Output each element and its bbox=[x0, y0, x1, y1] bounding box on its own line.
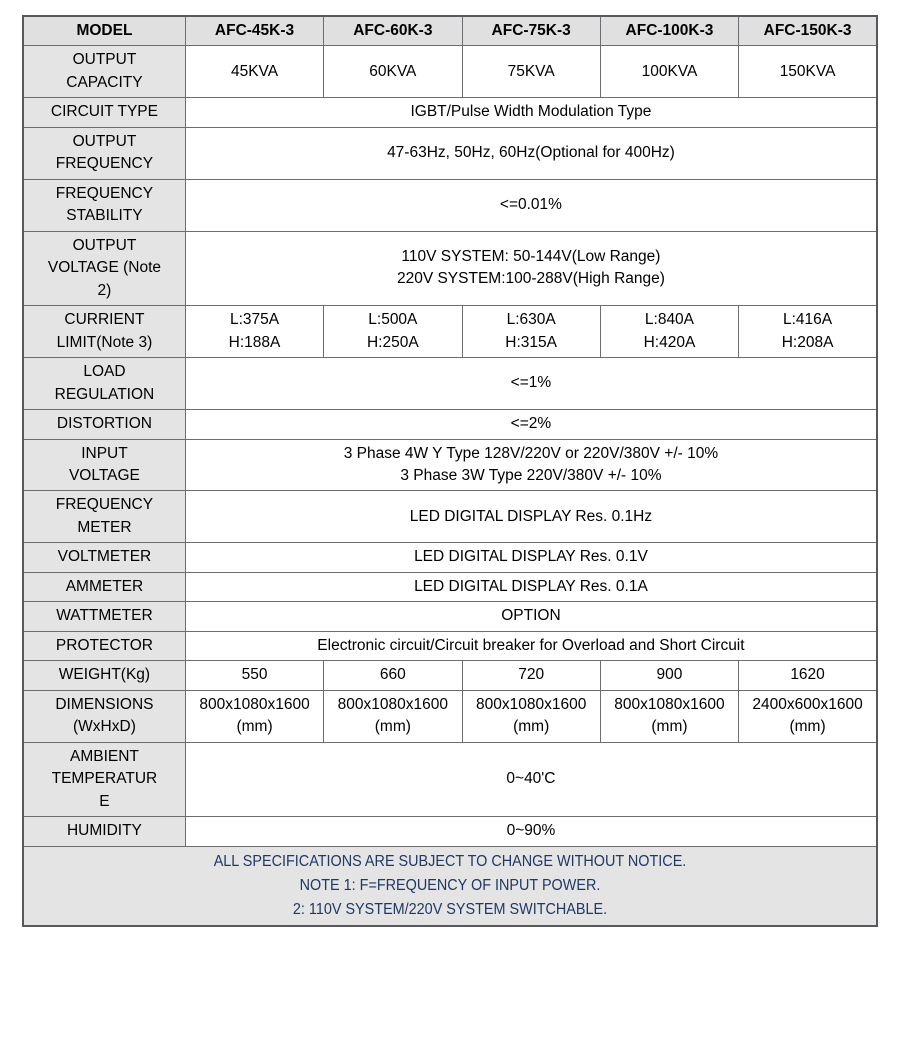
table-row-protector bbox=[23, 631, 877, 660]
label-line: FREQUENCY bbox=[55, 496, 154, 514]
cell-dimensions-5 bbox=[739, 690, 877, 742]
label-line: INPUT bbox=[81, 444, 128, 462]
cell-output-capacity-2: 60KVA bbox=[324, 46, 462, 98]
table-row-load-regulation bbox=[23, 358, 877, 410]
value-line: L:630A bbox=[506, 311, 556, 329]
value-line: 800x1080x1600 bbox=[337, 695, 448, 713]
label-line: E bbox=[99, 792, 110, 810]
cell-output-capacity-4: 100KVA bbox=[600, 46, 738, 98]
table-row-humidity bbox=[23, 817, 877, 846]
cell-distortion-value: <=2% bbox=[185, 410, 877, 439]
label-line: FREQUENCY bbox=[55, 155, 154, 173]
cell-current-limit-1 bbox=[185, 306, 323, 358]
header-cell-model-1: AFC-45K-3 bbox=[185, 16, 323, 46]
label-line: METER bbox=[77, 518, 132, 536]
value-line: H:188A bbox=[228, 333, 281, 351]
label-line: LOAD bbox=[83, 363, 126, 381]
note-line-2: 2: 110V SYSTEM/220V SYSTEM SWITCHABLE. bbox=[292, 901, 608, 919]
header-cell-model-3: AFC-75K-3 bbox=[462, 16, 600, 46]
value-line: (mm) bbox=[651, 718, 688, 736]
row-label-weight: WEIGHT(Kg) bbox=[23, 661, 185, 690]
table-row-output-voltage bbox=[23, 231, 877, 305]
header-cell-model: MODEL bbox=[23, 16, 185, 46]
label-line: OUTPUT bbox=[72, 51, 137, 69]
table-row-dimensions bbox=[23, 690, 877, 742]
cell-input-voltage-value bbox=[185, 439, 877, 491]
label-line: VOLTAGE bbox=[68, 466, 140, 484]
value-line: L:416A bbox=[782, 311, 833, 329]
value-line: H:420A bbox=[643, 333, 696, 351]
table-row-circuit-type bbox=[23, 98, 877, 127]
cell-weight-4: 900 bbox=[600, 661, 738, 690]
value-line: 3 Phase 3W Type 220V/380V +/- 10% bbox=[400, 466, 662, 484]
table-row-output-frequency bbox=[23, 127, 877, 179]
row-label-ammeter: AMMETER bbox=[23, 572, 185, 601]
cell-weight-1: 550 bbox=[185, 661, 323, 690]
row-label-load-regulation bbox=[23, 358, 185, 410]
row-label-protector: PROTECTOR bbox=[23, 631, 185, 660]
table-row-wattmeter bbox=[23, 602, 877, 631]
cell-current-limit-2 bbox=[324, 306, 462, 358]
row-label-humidity: HUMIDITY bbox=[23, 817, 185, 846]
table-row-output-capacity bbox=[23, 46, 877, 98]
row-label-distortion: DISTORTION bbox=[23, 410, 185, 439]
label-line: DIMENSIONS bbox=[55, 695, 154, 713]
row-label-dimensions bbox=[23, 690, 185, 742]
value-line: 3 Phase 4W Y Type 128V/220V or 220V/380V +/- 10% bbox=[343, 444, 719, 462]
table-row-frequency-meter bbox=[23, 491, 877, 543]
label-line: OUTPUT bbox=[72, 132, 137, 150]
row-label-input-voltage bbox=[23, 439, 185, 491]
label-line: CAPACITY bbox=[66, 73, 143, 91]
cell-output-capacity-1: 45KVA bbox=[185, 46, 323, 98]
label-line: AMBIENT bbox=[69, 747, 139, 765]
label-line: STABILITY bbox=[66, 207, 143, 225]
table-row-input-voltage bbox=[23, 439, 877, 491]
table-header-row bbox=[23, 16, 877, 46]
label-line: REGULATION bbox=[54, 385, 155, 403]
cell-dimensions-2 bbox=[324, 690, 462, 742]
row-label-output-voltage bbox=[23, 231, 185, 305]
value-line: 800x1080x1600 bbox=[475, 695, 587, 713]
row-label-frequency-stability bbox=[23, 179, 185, 231]
value-line: L:500A bbox=[368, 311, 418, 329]
cell-ammeter-value: LED DIGITAL DISPLAY Res. 0.1A bbox=[185, 572, 877, 601]
cell-voltmeter-value: LED DIGITAL DISPLAY Res. 0.1V bbox=[185, 543, 877, 572]
row-label-wattmeter: WATTMETER bbox=[23, 602, 185, 631]
label-line: VOLTAGE (Note bbox=[47, 259, 161, 277]
table-row-notes bbox=[23, 846, 877, 926]
note-line-1: NOTE 1: F=FREQUENCY OF INPUT POWER. bbox=[299, 876, 601, 894]
label-line: CURRIENT bbox=[64, 311, 145, 329]
header-cell-model-5: AFC-150K-3 bbox=[739, 16, 877, 46]
value-line: 2400x600x1600 bbox=[752, 695, 863, 713]
row-label-ambient-temperature bbox=[23, 742, 185, 816]
row-label-current-limit bbox=[23, 306, 185, 358]
header-cell-model-4: AFC-100K-3 bbox=[600, 16, 738, 46]
value-line: (mm) bbox=[789, 718, 826, 736]
table-body bbox=[23, 16, 877, 926]
specification-table bbox=[22, 15, 878, 927]
row-label-output-capacity bbox=[23, 46, 185, 98]
row-label-circuit-type: CIRCUIT TYPE bbox=[23, 98, 185, 127]
cell-wattmeter-value: OPTION bbox=[185, 602, 877, 631]
label-line: (WxHxD) bbox=[73, 718, 136, 736]
cell-weight-2: 660 bbox=[324, 661, 462, 690]
label-line: FREQUENCY bbox=[55, 184, 154, 202]
value-line: H:250A bbox=[366, 333, 419, 351]
cell-ambient-temperature-value: 0~40'C bbox=[185, 742, 877, 816]
value-line: H:208A bbox=[781, 333, 834, 351]
value-line: (mm) bbox=[513, 718, 550, 736]
label-line: OUTPUT bbox=[72, 236, 137, 254]
cell-humidity-value: 0~90% bbox=[185, 817, 877, 846]
cell-current-limit-5 bbox=[739, 306, 877, 358]
cell-weight-3: 720 bbox=[462, 661, 600, 690]
row-label-frequency-meter bbox=[23, 491, 185, 543]
cell-frequency-stability-value: <=0.01% bbox=[185, 179, 877, 231]
cell-dimensions-4 bbox=[600, 690, 738, 742]
table-row-frequency-stability bbox=[23, 179, 877, 231]
note-line-disclaimer: ALL SPECIFICATIONS ARE SUBJECT TO CHANGE WITHOUT NOTICE. bbox=[213, 852, 687, 870]
value-line: 220V SYSTEM:100-288V(High Range) bbox=[396, 270, 665, 288]
cell-weight-5: 1620 bbox=[739, 661, 877, 690]
table-row-current-limit bbox=[23, 306, 877, 358]
table-row-distortion bbox=[23, 410, 877, 439]
cell-frequency-meter-value: LED DIGITAL DISPLAY Res. 0.1Hz bbox=[185, 491, 877, 543]
label-line: LIMIT(Note 3) bbox=[56, 333, 153, 351]
cell-output-capacity-5: 150KVA bbox=[739, 46, 877, 98]
table-row-weight bbox=[23, 661, 877, 690]
table-row-ammeter bbox=[23, 572, 877, 601]
value-line: L:840A bbox=[644, 311, 695, 329]
row-label-voltmeter: VOLTMETER bbox=[23, 543, 185, 572]
header-cell-model-2: AFC-60K-3 bbox=[324, 16, 462, 46]
value-line: (mm) bbox=[374, 718, 411, 736]
table-row-ambient-temperature bbox=[23, 742, 877, 816]
cell-circuit-type-value: IGBT/Pulse Width Modulation Type bbox=[185, 98, 877, 127]
value-line: 800x1080x1600 bbox=[199, 695, 310, 713]
cell-current-limit-4 bbox=[600, 306, 738, 358]
cell-dimensions-1 bbox=[185, 690, 323, 742]
value-line: L:375A bbox=[229, 311, 280, 329]
value-line: H:315A bbox=[505, 333, 557, 351]
cell-output-capacity-3: 75KVA bbox=[462, 46, 600, 98]
cell-dimensions-3 bbox=[462, 690, 600, 742]
value-line: 800x1080x1600 bbox=[614, 695, 725, 713]
cell-output-voltage-value bbox=[185, 231, 877, 305]
value-line: (mm) bbox=[236, 718, 273, 736]
cell-output-frequency-value: 47-63Hz, 50Hz, 60Hz(Optional for 400Hz) bbox=[185, 127, 877, 179]
label-line: 2) bbox=[97, 281, 112, 299]
cell-current-limit-3 bbox=[462, 306, 600, 358]
cell-load-regulation-value: <=1% bbox=[185, 358, 877, 410]
label-line: TEMPERATUR bbox=[51, 770, 158, 788]
cell-protector-value: Electronic circuit/Circuit breaker for Overload and Short Circuit bbox=[185, 631, 877, 660]
row-label-output-frequency bbox=[23, 127, 185, 179]
table-row-voltmeter bbox=[23, 543, 877, 572]
value-line: 110V SYSTEM: 50-144V(Low Range) bbox=[401, 247, 661, 265]
footer-notes bbox=[23, 846, 877, 926]
